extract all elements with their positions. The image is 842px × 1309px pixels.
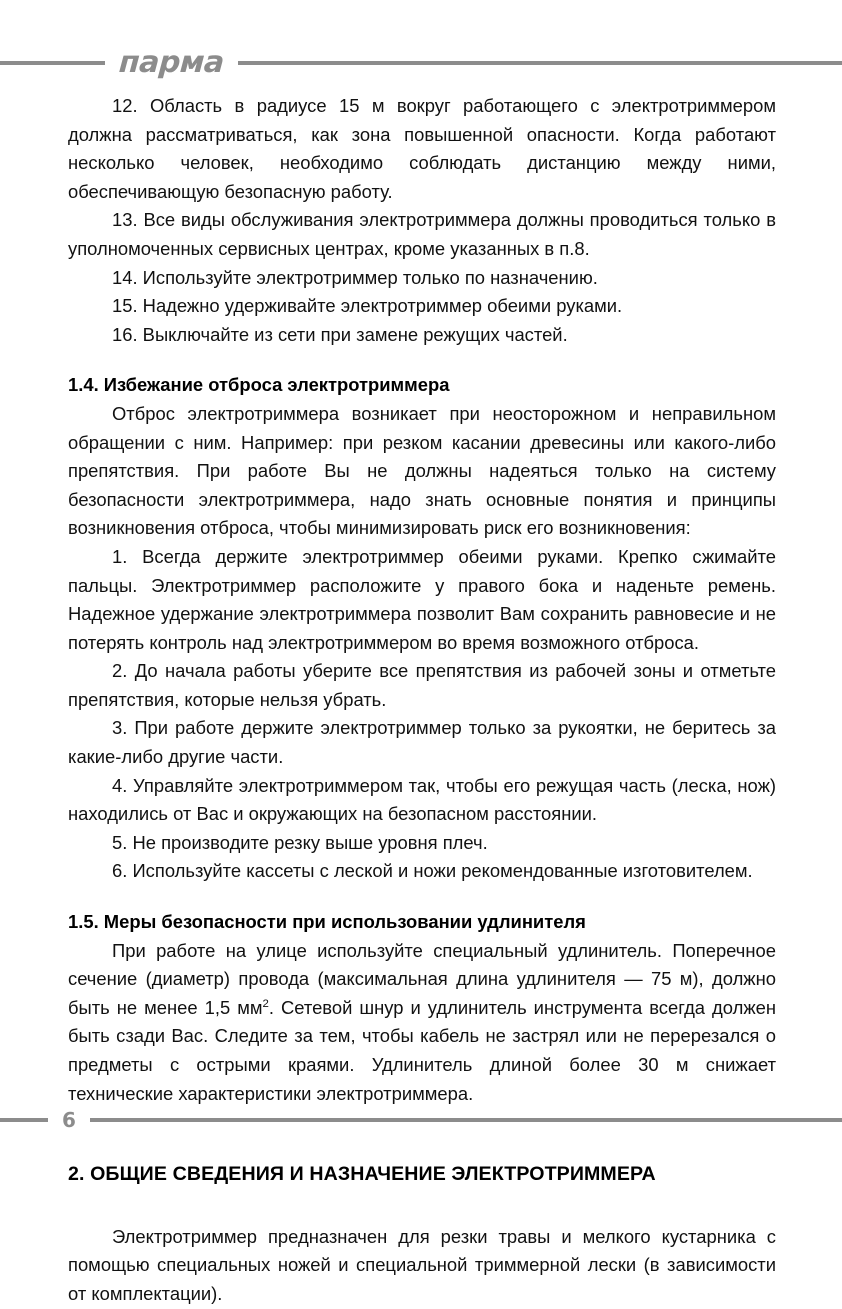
page-header <box>0 45 842 80</box>
footer-rule-left <box>0 1118 48 1122</box>
kickback-item-2: 2. До начала работы уберите все препятствия из рабочей зоны и отметьте препятствия, которые нельзя убрать. <box>68 660 776 710</box>
page-footer <box>0 1107 842 1133</box>
numbered-item-16: 16. Выключайте из сети при замене режущих частей. <box>112 323 568 345</box>
kickback-item-3: 3. При работе держите электротриммер только за рукоятки, не беритесь за какие-либо другие части. <box>68 717 776 768</box>
numbered-item-14: 14. Используйте электротриммер только по назначению. <box>112 266 598 288</box>
footer-rule-right <box>90 1118 842 1122</box>
section-2-paragraph: Электротриммер предназначен для резки травы и мелкого кустарника с помощью специальных ножей и специальной триммерной лески (в зависимости от комплектации). <box>68 1225 776 1304</box>
kickback-item-4: 4. Управляйте электротриммером так, чтобы его режущая часть (леска, нож) находились от Вас и окружающих на безопасном расстоянии. <box>68 774 776 825</box>
section-1-5-text-part1: При работе на улице используйте специальный удлинитель. Поперечное сечение (диаметр) провода (максимальная длина удлинителя — 75 м), должно быть не менее 1,5 мм <box>68 939 776 1018</box>
spacer <box>68 886 776 908</box>
heading-section-2: 2. ОБЩИЕ СВЕДЕНИЯ И НАЗНАЧЕНИЕ ЭЛЕКТРОТРИММЕРА <box>68 1163 656 1186</box>
square-superscript: 2 <box>262 997 269 1010</box>
header-rule-left <box>0 61 105 65</box>
section-1-4-intro: Отброс электротриммера возникает при неосторожном и неправильном обращении с ним. Например: при резком касании древесины или какого-либо препятствия. При работе Вы не должны надеяться только на систему безопасности электротриммера, надо знать основные понятия и принципы возникновения отброса, чтобы минимизировать риск его возникновения: <box>68 402 776 539</box>
spacer <box>68 349 776 371</box>
kickback-item-1: 1. Всегда держите электротриммер обеими руками. Крепко сжимайте пальцы. Электротриммер расположите у правого бока и наденьте ремень. Надежное удержание электротриммера позволит Вам сохранить равновесие и не потерять контроль над электротриммером во время возможного отброса. <box>68 545 776 653</box>
brand-logo: парма <box>117 45 225 80</box>
section-1-5-paragraph <box>68 937 776 1109</box>
header-rule-right <box>238 61 842 65</box>
kickback-item-5: 5. Не производите резку выше уровня плеч. <box>112 831 488 853</box>
spacer <box>68 1189 776 1223</box>
numbered-item-15: 15. Надежно удерживайте электротриммер обеими руками. <box>112 295 623 317</box>
kickback-item-6: 6. Используйте кассеты с леской и ножи рекомендованные изготовителем. <box>112 860 753 882</box>
heading-section-1-5: 1.5. Меры безопасности при использовании удлинителя <box>68 911 586 933</box>
page-number: 6 <box>62 1108 76 1132</box>
numbered-item-13: 13. Все виды обслуживания электротриммера должны проводиться только в уполномоченных сервисных центрах, кроме указанных в п.8. <box>68 209 776 259</box>
numbered-item-12: 12. Область в радиусе 15 м вокруг работающего с электротриммером должна рассматриваться, как зона повышенной опасности. Когда работают несколько человек, необходимо соблюдать дистанцию между ними, обеспечивающую безопасную работу. <box>68 95 776 202</box>
heading-section-1-4: 1.4. Избежание отброса электротриммера <box>68 374 450 396</box>
section-1-5-text-part2: . Сетевой шнур и удлинитель инструмента всегда должен быть сзади Вас. Следите за тем, чтобы кабель не застрял или не перерезался о предметы с острыми краями. Удлинитель длиной более 30 м снижает технические характеристики электротриммера. <box>68 996 777 1104</box>
